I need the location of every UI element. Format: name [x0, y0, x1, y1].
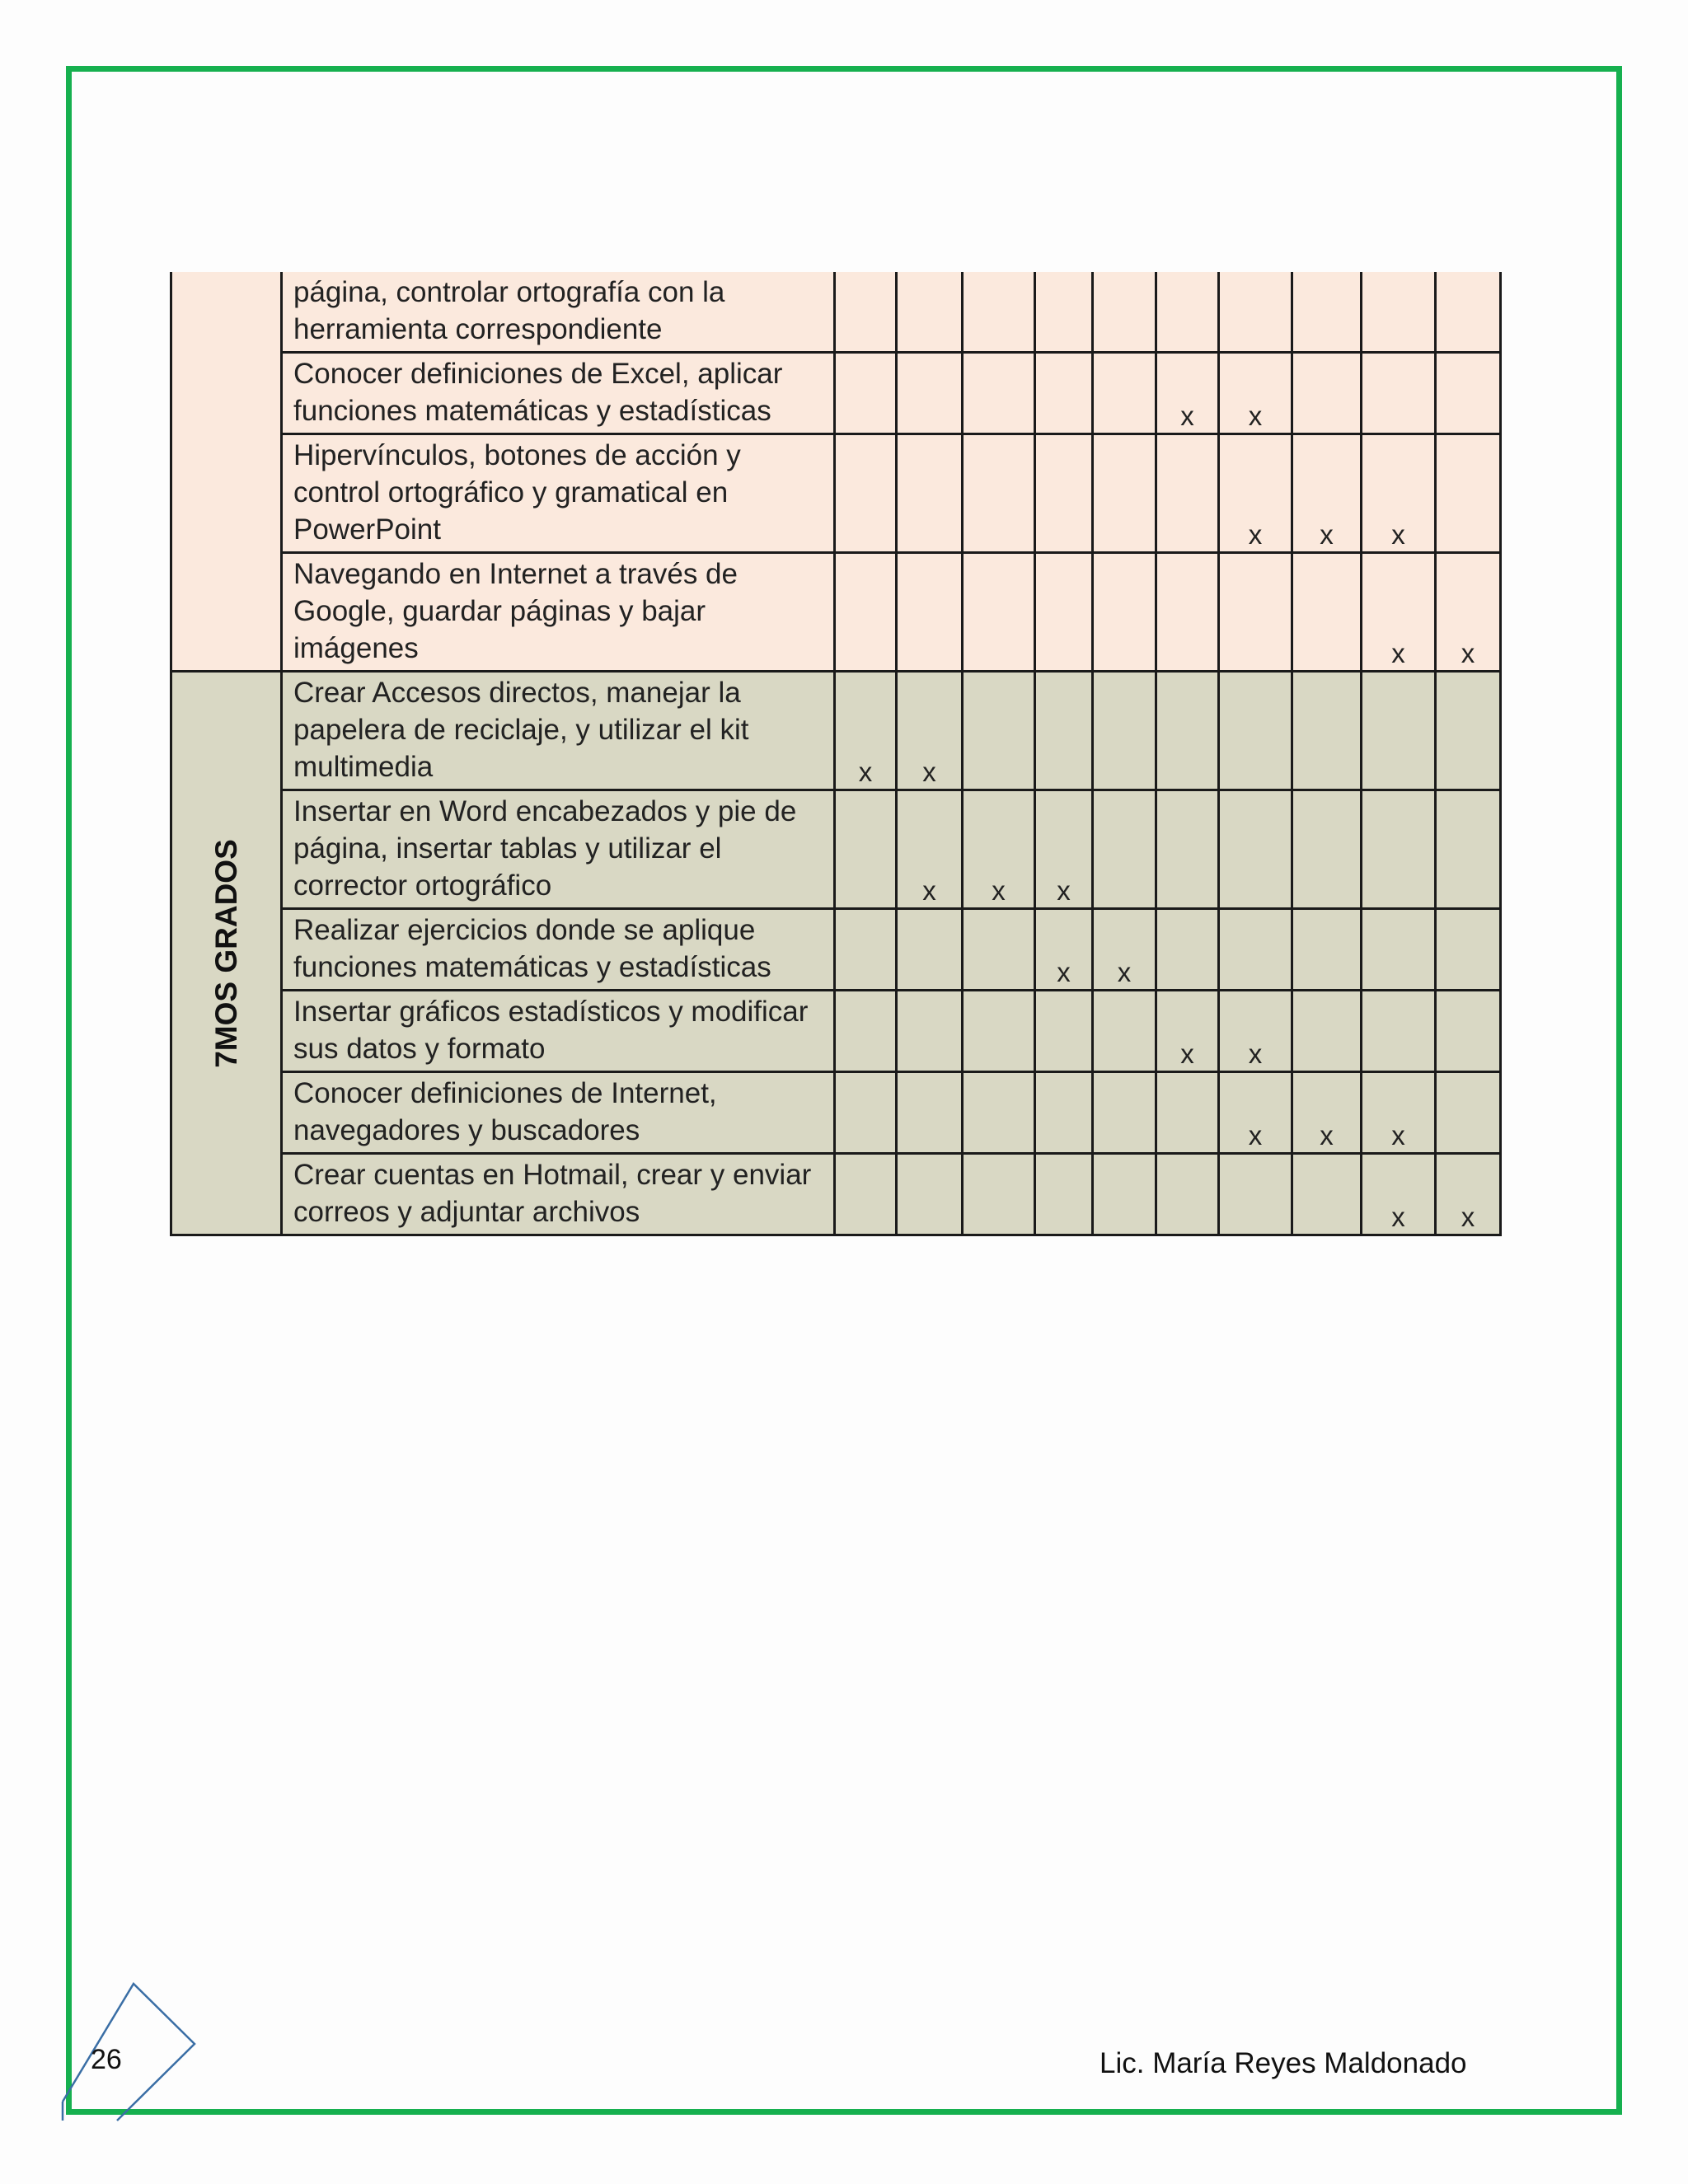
- mark-cell: x: [1219, 353, 1292, 434]
- mark-cell: [1292, 553, 1362, 672]
- table-row: [171, 790, 1501, 909]
- topic-cell: Crear cuentas en Hotmail, crear y enviar correos y adjuntar archivos: [282, 1154, 835, 1235]
- author-name: Lic. María Reyes Maldonado: [1100, 2047, 1467, 2079]
- mark-cell: [1219, 272, 1292, 353]
- mark-cell: [835, 272, 897, 353]
- mark-cell: [835, 909, 897, 991]
- mark-cell: [1362, 672, 1436, 790]
- mark-cell: [1093, 272, 1156, 353]
- mark-cell: [1292, 991, 1362, 1072]
- mark-cell: [963, 1154, 1035, 1235]
- mark-cell: [1219, 1154, 1292, 1235]
- mark-cell: [835, 1072, 897, 1154]
- topic-cell: Insertar gráficos estadísticos y modificar sus datos y formato: [282, 991, 835, 1072]
- mark-cell: [1093, 790, 1156, 909]
- mark-cell: [1292, 1154, 1362, 1235]
- mark-cell: [1093, 1154, 1156, 1235]
- topic-cell: Crear Accesos directos, manejar la papelera de reciclaje, y utilizar el kit multimedia: [282, 672, 835, 790]
- mark-cell: [963, 909, 1035, 991]
- mark-cell: [1436, 353, 1501, 434]
- mark-cell: x: [1035, 909, 1093, 991]
- mark-cell: [835, 991, 897, 1072]
- mark-cell: [1093, 672, 1156, 790]
- table-row: [171, 672, 1501, 790]
- mark-cell: [1362, 991, 1436, 1072]
- table-row: [171, 272, 1501, 353]
- mark-cell: x: [1219, 1072, 1292, 1154]
- table-row: [171, 909, 1501, 991]
- topic-cell: Navegando en Internet a través de Google, guardar páginas y bajar imágenes: [282, 553, 835, 672]
- mark-cell: [1219, 553, 1292, 672]
- mark-cell: [1362, 272, 1436, 353]
- table-row: [171, 553, 1501, 672]
- mark-cell: [1436, 434, 1501, 553]
- mark-cell: x: [963, 790, 1035, 909]
- mark-cell: [963, 991, 1035, 1072]
- mark-cell: [1362, 909, 1436, 991]
- mark-cell: x: [835, 672, 897, 790]
- topic-cell: Conocer definiciones de Excel, aplicar funciones matemáticas y estadísticas: [282, 353, 835, 434]
- mark-cell: [1156, 272, 1219, 353]
- mark-cell: [1093, 553, 1156, 672]
- mark-cell: x: [1156, 353, 1219, 434]
- mark-cell: x: [1436, 1154, 1501, 1235]
- topic-cell: Hipervínculos, botones de acción y control ortográfico y gramatical en PowerPoint: [282, 434, 835, 553]
- mark-cell: x: [1292, 1072, 1362, 1154]
- mark-cell: [1436, 909, 1501, 991]
- mark-cell: x: [1362, 1154, 1436, 1235]
- mark-cell: [1093, 991, 1156, 1072]
- grade-group-cell: [171, 272, 282, 353]
- mark-cell: x: [897, 672, 963, 790]
- topic-cell: Realizar ejercicios donde se aplique funciones matemáticas y estadísticas: [282, 909, 835, 991]
- mark-cell: [1156, 1154, 1219, 1235]
- grade-group-cell: [171, 672, 282, 1235]
- mark-cell: x: [1436, 553, 1501, 672]
- mark-cell: [963, 272, 1035, 353]
- mark-cell: x: [1156, 991, 1219, 1072]
- mark-cell: [1292, 353, 1362, 434]
- mark-cell: x: [1219, 434, 1292, 553]
- mark-cell: x: [897, 790, 963, 909]
- mark-cell: [897, 1154, 963, 1235]
- mark-cell: [1219, 790, 1292, 909]
- mark-cell: [1436, 790, 1501, 909]
- mark-cell: [897, 353, 963, 434]
- grade-group-cell: [171, 434, 282, 553]
- page-corner-diamond-icon: [59, 1974, 208, 2122]
- mark-cell: x: [1362, 553, 1436, 672]
- mark-cell: x: [1093, 909, 1156, 991]
- mark-cell: [1156, 672, 1219, 790]
- mark-cell: [1035, 353, 1093, 434]
- mark-cell: [1035, 553, 1093, 672]
- mark-cell: [963, 553, 1035, 672]
- mark-cell: [835, 553, 897, 672]
- mark-cell: [1156, 909, 1219, 991]
- mark-cell: [1436, 1072, 1501, 1154]
- mark-cell: [1219, 909, 1292, 991]
- mark-cell: [1093, 1072, 1156, 1154]
- mark-cell: [897, 991, 963, 1072]
- mark-cell: [963, 353, 1035, 434]
- table-row: [171, 991, 1501, 1072]
- mark-cell: [1292, 672, 1362, 790]
- mark-cell: [835, 434, 897, 553]
- grade-group-cell: [171, 553, 282, 672]
- table-row: [171, 434, 1501, 553]
- table-row: [171, 1072, 1501, 1154]
- topic-cell: Conocer definiciones de Internet, navegadores y buscadores: [282, 1072, 835, 1154]
- mark-cell: [1156, 790, 1219, 909]
- mark-cell: [1219, 672, 1292, 790]
- mark-cell: [1035, 991, 1093, 1072]
- mark-cell: [835, 790, 897, 909]
- mark-cell: [835, 1154, 897, 1235]
- mark-cell: [1035, 1154, 1093, 1235]
- mark-cell: [897, 553, 963, 672]
- table-row: [171, 1154, 1501, 1235]
- mark-cell: [1292, 272, 1362, 353]
- mark-cell: x: [1362, 1072, 1436, 1154]
- mark-cell: x: [1219, 991, 1292, 1072]
- mark-cell: [897, 434, 963, 553]
- page-number: 26: [91, 2044, 122, 2075]
- mark-cell: [963, 1072, 1035, 1154]
- topic-cell: Insertar en Word encabezados y pie de página, insertar tablas y utilizar el corrector ortográfico: [282, 790, 835, 909]
- mark-cell: x: [1292, 434, 1362, 553]
- mark-cell: [897, 909, 963, 991]
- mark-cell: [1156, 553, 1219, 672]
- mark-cell: [1093, 353, 1156, 434]
- mark-cell: [1156, 1072, 1219, 1154]
- table-row: [171, 353, 1501, 434]
- mark-cell: [1292, 790, 1362, 909]
- schedule-table: [170, 272, 1502, 1236]
- mark-cell: [1362, 353, 1436, 434]
- topic-cell: página, controlar ortografía con la herramienta correspondiente: [282, 272, 835, 353]
- mark-cell: [1035, 434, 1093, 553]
- mark-cell: [1436, 672, 1501, 790]
- mark-cell: x: [1035, 790, 1093, 909]
- mark-cell: [963, 672, 1035, 790]
- mark-cell: [1436, 991, 1501, 1072]
- mark-cell: [1035, 272, 1093, 353]
- mark-cell: [963, 434, 1035, 553]
- mark-cell: [897, 1072, 963, 1154]
- mark-cell: [897, 272, 963, 353]
- mark-cell: [1156, 434, 1219, 553]
- mark-cell: [835, 353, 897, 434]
- mark-cell: [1035, 672, 1093, 790]
- grade-label: 7MOS GRADOS: [209, 838, 243, 1068]
- mark-cell: [1362, 790, 1436, 909]
- mark-cell: [1292, 909, 1362, 991]
- mark-cell: [1035, 1072, 1093, 1154]
- mark-cell: [1093, 434, 1156, 553]
- mark-cell: x: [1362, 434, 1436, 553]
- mark-cell: [1436, 272, 1501, 353]
- grade-group-cell: [171, 353, 282, 434]
